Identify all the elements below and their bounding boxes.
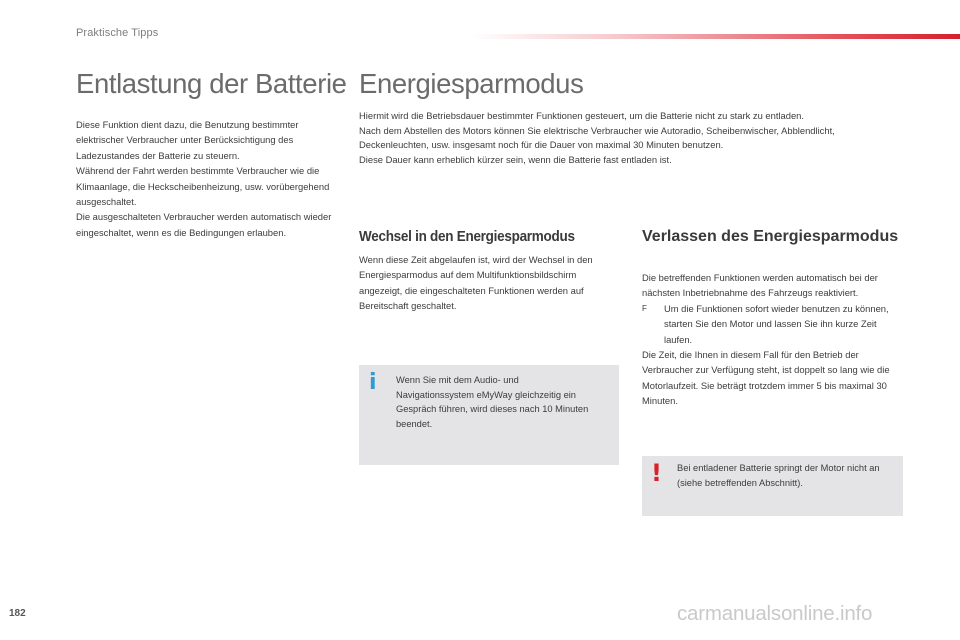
exit-mode-paragraph: Die Zeit, die Ihnen in diesem Fall für den Betrieb der Verbraucher zur Verfügung steht, ist doppelt so lang wie die Motorlaufzeit. Sie beträgt trotzdem immer 5 bis maximal 30 Minuten. xyxy=(642,349,890,407)
intro-paragraph: Nach dem Abstellen des Motors können Sie elektrische Verbraucher wie Autoradio, Scheibenwischer, Abblendlicht, Deckenleuchten, usw. insgesamt noch für die Dauer von maximal 30 Minuten benutzen. xyxy=(359,124,835,151)
enter-mode-paragraph: Wenn diese Zeit abgelaufen ist, wird der Wechsel in den Energiesparmodus auf dem Multifunktionsbildschirm angezeigt, die eingeschalteten Funktionen werden auf Bereitschaft geschaltet. xyxy=(359,254,593,312)
exit-mode-paragraph: Die betreffenden Funktionen werden automatisch bei der nächsten Inbetriebnahme des Fahrzeugs reaktiviert. xyxy=(642,272,878,299)
audio-info-text: Wenn Sie mit dem Audio- und Navigationssystem eMyWay gleichzeitig ein Gespräch führen, wird dieses nach 10 Minuten beendet. xyxy=(396,375,589,429)
intro-paragraph: Diese Dauer kann erheblich kürzer sein, wenn die Batterie fast entladen ist. xyxy=(359,153,672,165)
exit-mode-bullet xyxy=(642,301,907,347)
battery-relief-text xyxy=(76,117,344,240)
battery-warning-box xyxy=(642,456,903,516)
section-label: Praktische Tipps xyxy=(76,27,159,39)
header-accent-bar xyxy=(470,34,960,39)
battery-relief-paragraph: Die ausgeschalteten Verbraucher werden automatisch wieder eingeschaltet, wenn es die Bedingungen erlauben. xyxy=(76,211,332,238)
page-number: 182 xyxy=(9,608,26,619)
exit-mode-text xyxy=(642,270,907,409)
bullet-marker-icon: F xyxy=(642,303,647,313)
energy-saving-title: Energiesparmodus xyxy=(359,68,584,99)
enter-mode-heading: Wechsel in den Energiesparmodus xyxy=(359,228,575,245)
enter-mode-text xyxy=(359,252,621,314)
intro-paragraph: Hiermit wird die Betriebsdauer bestimmter Funktionen gesteuert, um die Batterie nicht zu stark zu entladen. xyxy=(359,110,805,121)
warning-icon: ! xyxy=(651,459,662,487)
exit-mode-heading: Verlassen des Energiesparmodus xyxy=(642,228,899,245)
battery-relief-paragraph: Während der Fahrt werden bestimmte Verbraucher wie die Klimaanlage, die Heckscheibenheizung, usw. vorübergehend ausgeschaltet. xyxy=(76,165,330,208)
energy-saving-intro xyxy=(359,109,904,167)
bullet-text: Um die Funktionen sofort wieder benutzen zu können, starten Sie den Motor und lassen Sie ihn kurze Zeit laufen. xyxy=(664,302,889,345)
battery-relief-title: Entlastung der Batterie xyxy=(76,68,347,99)
battery-warning-text: Bei entladener Batterie springt der Motor nicht an (siehe betreffenden Abschnitt). xyxy=(677,463,880,488)
info-icon: i xyxy=(369,370,377,395)
watermark: carmanualsonline.info xyxy=(677,602,873,625)
battery-relief-paragraph: Diese Funktion dient dazu, die Benutzung bestimmter elektrischer Verbraucher unter Berücksichtigung des Ladezustandes der Batterie zu steuern. xyxy=(76,119,299,161)
audio-info-box xyxy=(359,365,619,465)
